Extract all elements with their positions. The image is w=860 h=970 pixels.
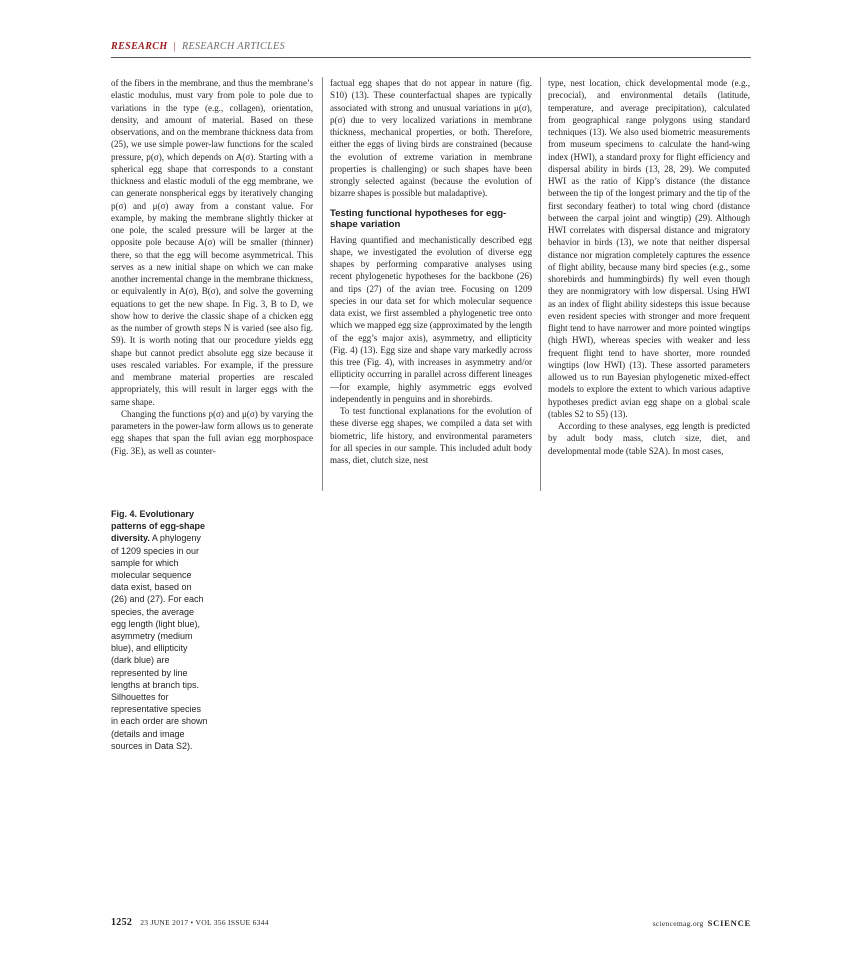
paragraph: To test functional explanations for the evolution of these diverse egg shapes, we compiled a data set with biometric, life history, and environmental parameters for all species in our sample. This included adult body mass, diet, clutch size, nest <box>330 406 532 465</box>
subsection-label: RESEARCH ARTICLES <box>181 41 285 52</box>
column-divider <box>322 77 323 491</box>
caption-title: Fig. 4. Evolutionary patterns of egg-shape diversity. <box>111 509 206 544</box>
text-column-1 <box>111 77 313 457</box>
text-column-2 <box>330 77 532 466</box>
text-column-3 <box>548 77 750 457</box>
column-divider <box>540 77 541 491</box>
header-rule <box>111 57 751 58</box>
journal-name: SCIENCE <box>707 918 751 928</box>
section-heading: Testing functional hypotheses for egg-shape variation <box>330 207 507 230</box>
paragraph: type, nest location, chick developmental mode (e.g., precocial), and environmental details (latitude, temperature, and average precipitation), calculated from geographical range polygons using standard techniques (13). We also used biometric measurements from museum specimens to calculate the hand-wing index (HWI), a standard proxy for flight efficiency and dispersal ability in birds (13, 28, 29). We computed HWI as the ratio of Kipp’s distance (the distance between the tip of the longest primary and the tip of the first secondary feather) to total wing chord (distance between the carpal joint and wingtip) (29). Although HWI correlates with dispersal distance and migratory behavior in birds (13), we note that neither dispersal distance nor migration completely captures the essence of flight ability, because many bird species (e.g., some shorebirds and hummingbirds) fly well even though they are nonmigratory with low dispersal. Using HWI as an index of flight ability sidesteps this issue because even resident species with stronger and more frequent flight tend to have narrower and more pointed wingtips (high HWI), whereas species with weaker and less frequent flight tend to have shorter, more rounded wingtips (low HWI) (13). These assorted parameters allowed us to run Bayesian phylogenetic mixed-effect models to explore the extent to which various adaptive hypotheses predict avian egg shape on a global scale (tables S2 to S5) (13). <box>548 78 750 419</box>
section-label: RESEARCH <box>111 41 168 52</box>
figure-caption <box>111 508 209 752</box>
issue-info: 23 JUNE 2017 • VOL 356 ISSUE 6344 <box>140 918 269 927</box>
paragraph: of the fibers in the membrane, and thus the membrane’s elastic modulus, must vary from pole to pole due to variations in the type (e.g., collagen), orientation, density, and amount of material. Based on these observations, and on the membrane thickness data from (25), we use simple power-law functions for the scaled pressure, p(σ), which depends on A(σ). Starting with a spherical egg shape that corresponds to a constant thickness and elastic moduli of the egg membrane, we can generate nonspherical eggs by iteratively changing p(σ) and μ(σ) away from a constant value. For example, by making the membrane slightly thicker at one pole, the scaled pressure will be larger at the opposite pole because A(σ) will be smaller (thinner) there, so that the egg will become asymmetrical. This serves as a new initial shape on which we can make another incremental change in the membrane thickness, or equivalently in A(σ), B(σ), and solve the governing equations to get the new shape. In Fig. 3, B to D, we show how to derive the classic shape of a chicken egg as the number of growth steps N is varied (see also fig. S9). It is worth noting that our procedure yields egg shape but cannot predict absolute egg size because it uses rescaled variables. For example, if the pressure and membrane material properties are rescaled appropriately, this will result in larger eggs with the same shape. <box>111 78 313 407</box>
paragraph: factual egg shapes that do not appear in nature (fig. S10) (13). These counterfactual shapes are typically associated with strong and unusual variations in μ(σ), p(σ) due to very localized variations in membrane thickness, mechanical properties, or both. Therefore, either the eggs of living birds are constrained (because the evolution of extreme variation in membrane properties is challenging) or such shapes have been strongly selected against (because the evolution of bizarre shapes is possible but maladaptive). <box>330 78 532 199</box>
footer-right <box>653 918 751 928</box>
paragraph: Having quantified and mechanistically described egg shape, we investigated the evolution of diverse egg shapes by performing comparative analyses using recent phylogenetic hypotheses for the backbone (26) and tips (27) of the avian tree. Focusing on 1209 species in our data set for which molecular sequence data exist, we first assembled a phylogenetic tree onto which we mapped egg size (approximated by the length of the egg’s major axis), asymmetry, and ellipticity (Fig. 4) (13). Egg size and shape vary markedly across this tree (Fig. 4), with increases in asymmetry and/or ellipticity occurring in parallel across different lineages—for example, highly asymmetric eggs evolved independently in penguins and in shorebirds. <box>330 234 532 404</box>
header-separator: | <box>173 41 176 52</box>
page-number: 1252 <box>111 917 133 928</box>
paragraph: According to these analyses, egg length is predicted by adult body mass, clutch size, diet, and developmental mode (table S2A). In most cases, <box>548 421 750 456</box>
page-footer <box>111 917 751 931</box>
caption-body: A phylogeny of 1209 species in our sample for which molecular sequence data exist, based on (26) and (27). For each species, the average egg length (light blue), asymmetry (medium blue), and ellipticity (dark blue) are represented by line lengths at branch tips. Silhouettes for representative species in each order are shown (details and image sources in Data S2). <box>111 533 208 751</box>
running-header <box>111 41 751 52</box>
paragraph: Changing the functions p(σ) and μ(σ) by varying the parameters in the power-law form allows us to generate egg shapes that span the full avian egg morphospace (Fig. 3E), as well as counter- <box>111 408 313 456</box>
site-url: sciencemag.org <box>652 919 704 928</box>
